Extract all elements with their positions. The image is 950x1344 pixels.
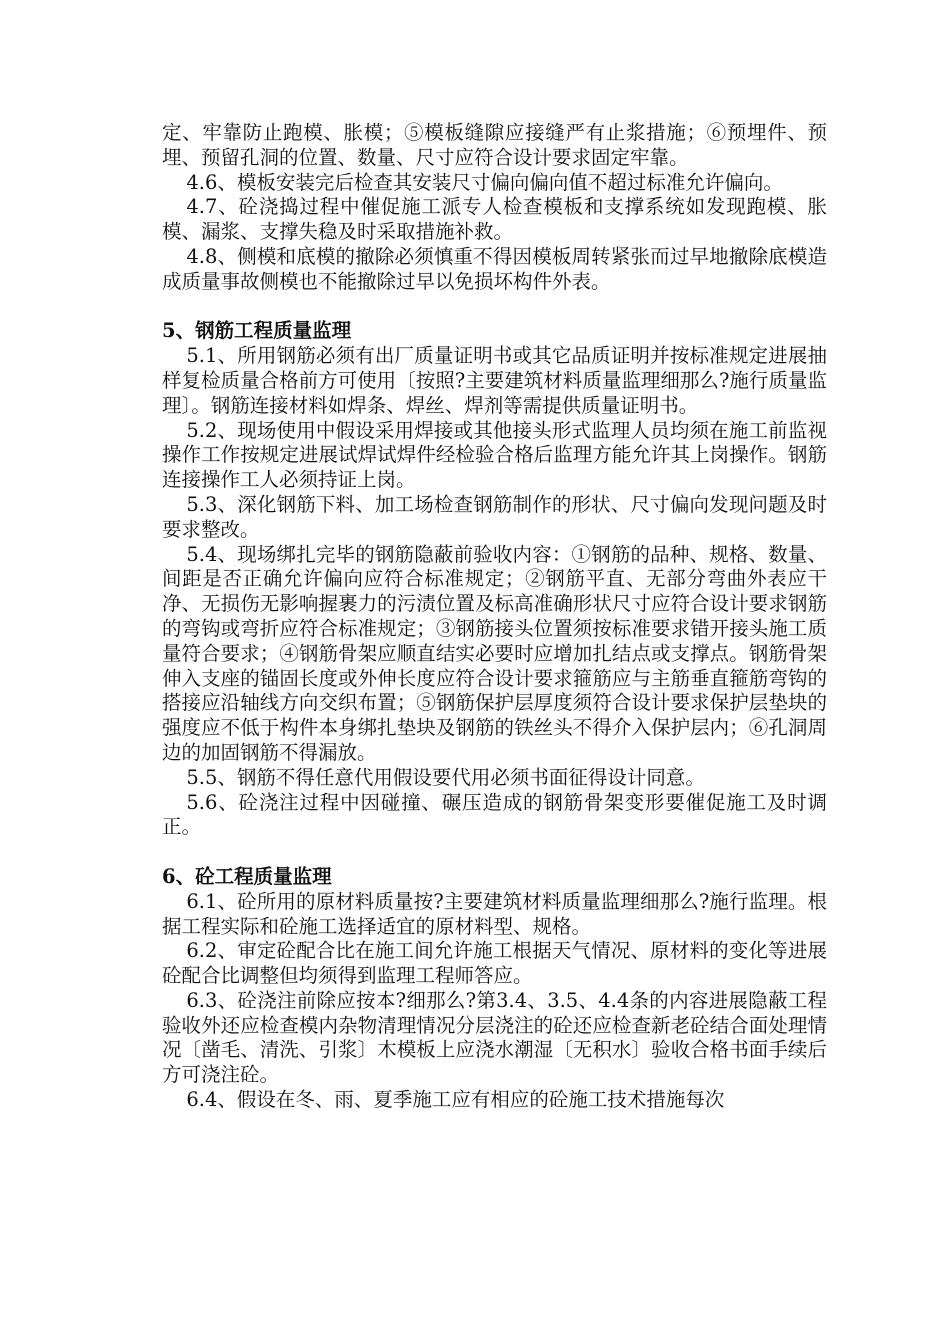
section-5-heading: 5、钢筋工程质量监理 xyxy=(162,319,352,343)
paragraph-4-6: 4.6、模板安装完后检查其安装尺寸偏向偏向值不超过标准允许偏向。 xyxy=(186,170,783,194)
document-page xyxy=(162,121,827,1113)
paragraph-5-5: 5.5、钢筋不得任意代用假设要代用必须书面征得设计同意。 xyxy=(186,765,705,789)
paragraph-5-1: 5.1、所用钢筋必须有出厂质量证明书或其它品质证明并按标准规定进展抽样复检质量合格前方可使用〔按照?主要建筑材料质量监理细那么?施行质量监理〕。钢筋连接材料如焊条、焊丝、焊剂等需提供质量证明书。 xyxy=(162,344,827,417)
paragraph-5-4: 5.4、现场绑扎完毕的钢筋隐蔽前验收内容：①钢筋的品种、规格、数量、间距是否正确允许偏向应符合标准规定；②钢筋平直、无部分弯曲外表应干净、无损伤无影响握裹力的污渍位置及标高准确形状尺寸应符合设计要求钢筋的弯钩或弯折应符合标准规定；③钢筋接头位置须按标准要求错开接头施工质量符合要求；④钢筋骨架应顺直结实必要时应增加扎结点或支撑点。钢筋骨架伸入支座的锚固长度或外伸长度应符合设计要求箍筋应与主筋垂直箍筋弯钩的搭接应沿轴线方向交织布置；⑤钢筋保护层厚度须符合设计要求保护层垫块的强度应不低于构件本身绑扎垫块及钢筋的铁丝头不得介入保护层内；⑥孔洞周边的加固钢筋不得漏放。 xyxy=(162,542,827,764)
blank-line xyxy=(162,295,827,320)
paragraph-5-3: 5.3、深化钢筋下料、加工场检查钢筋制作的形状、尺寸偏向发现问题及时要求整改。 xyxy=(162,492,827,541)
paragraph-6-1: 6.1、砼所用的原材料质量按?主要建筑材料质量监理细那么?施行监理。根据工程实际和砼施工选择适宜的原材料型、规格。 xyxy=(162,889,827,938)
paragraph-6-4: 6.4、假设在冬、雨、夏季施工应有相应的砼施工技术措施每次 xyxy=(186,1088,725,1112)
blank-line xyxy=(162,840,827,865)
paragraph-5-6: 5.6、砼浇注过程中因碰撞、碾压造成的钢筋骨架变形要催促施工及时调正。 xyxy=(162,790,827,839)
paragraph-5-2: 5.2、现场使用中假设采用焊接或其他接头形式监理人员均须在施工前监视操作工作按规定进展试焊试焊件经检验合格后监理方能允许其上岗操作。钢筋连接操作工人必须持证上岗。 xyxy=(162,418,827,492)
section-6-heading: 6、砼工程质量监理 xyxy=(162,864,332,888)
paragraph-6-3: 6.3、砼浇注前除应按本?细那么?第3.4、3.5、4.4条的内容进展隐蔽工程验收外还应检查模内杂物清理情况分层浇注的砼还应检查新老砼结合面处理情况〔凿毛、清洗、引浆〕木模板上应浇水潮湿〔无积水〕验收合格书面手续后方可浇注砼。 xyxy=(162,988,827,1087)
continuation-paragraph: 定、牢靠防止跑模、胀模；⑤模板缝隙应接缝严有止浆措施；⑥预埋件、预埋、预留孔洞的位置、数量、尺寸应符合设计要求固定牢靠。 xyxy=(162,121,827,169)
paragraph-4-7: 4.7、砼浇捣过程中催促施工派专人检查模板和支撑系统如发现跑模、胀模、漏浆、支撑失稳及时采取措施补救。 xyxy=(162,195,827,244)
paragraph-4-8: 4.8、侧模和底模的撤除必须慎重不得因模板周转紧张而过早地撤除底模造成质量事故侧模也不能撤除过早以免损坏构件外表。 xyxy=(162,244,827,293)
paragraph-6-2: 6.2、审定砼配合比在施工间允许施工根据天气情况、原材料的变化等进展砼配合比调整但均须得到监理工程师答应。 xyxy=(162,939,827,988)
